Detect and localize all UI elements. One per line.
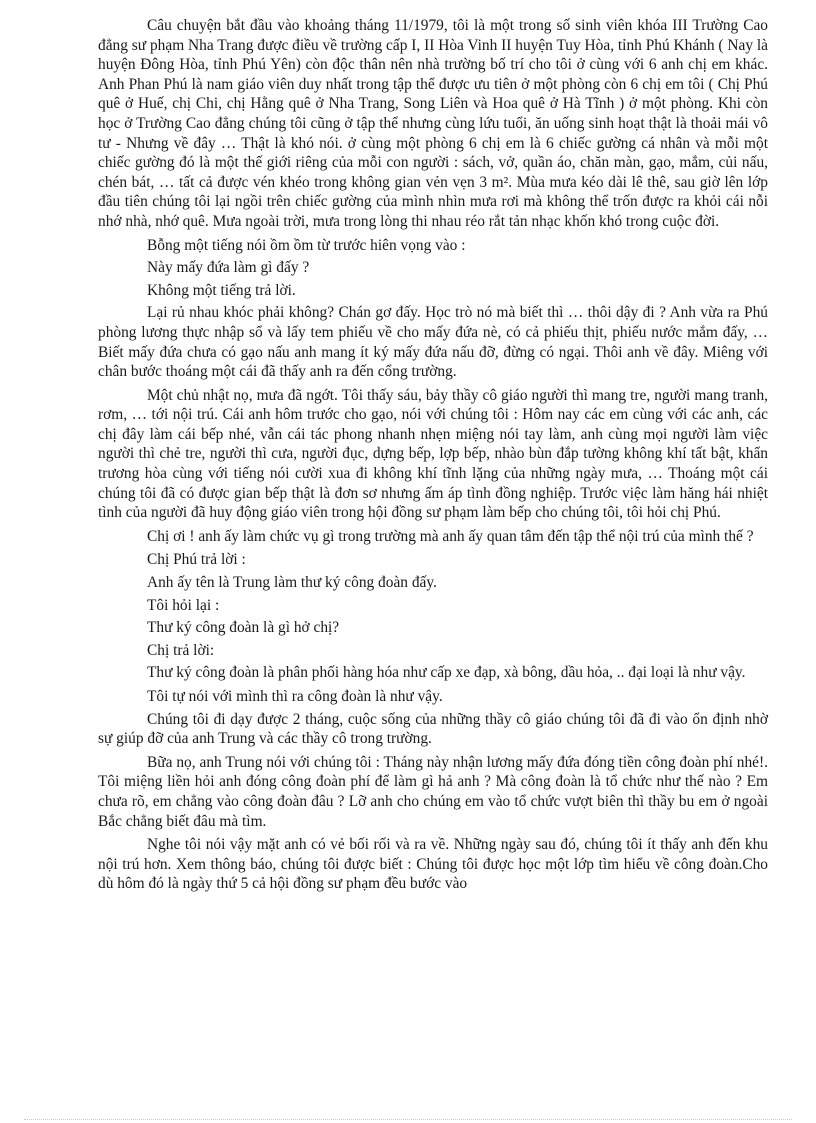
paragraph-16: Bữa nọ, anh Trung nói với chúng tôi : Tháng này nhận lương mấy đứa đóng tiền công đoàn phí nhé!. Tôi miệng liền hỏi anh đóng công đoàn phí để làm gì hả anh ? Mà công đoàn là tổ chức như thế nào ? Em chưa rõ, em chẳng vào công đoàn đâu ? Lỡ anh cho chúng em vào tổ chức vượt biên thì thầy bu em ở ngoài Bắc chẳng biết đâu mà tìm. (98, 753, 768, 830)
paragraph-11: Thư ký công đoàn là gì hở chị? (147, 619, 340, 637)
paragraph-13: Thư ký công đoàn là phân phối hàng hóa như cấp xe đạp, xà bông, dầu hỏa, .. đại loại là như vậy. (147, 664, 746, 682)
paragraph-7: Chị ơi ! anh ấy làm chức vụ gì trong trường mà anh ấy quan tâm đến tập thể nội trú của mình thế ? (147, 527, 754, 545)
paragraph-3: Này mấy đứa làm gì đấy ? (147, 259, 310, 277)
paragraph-14: Tôi tự nói với mình thì ra công đoàn là như vậy. (147, 688, 443, 705)
paragraph-2: Bỗng một tiếng nói ồm ồm từ trước hiên vọng vào : (147, 236, 466, 254)
document-page (98, 16, 768, 898)
page-bottom-divider (24, 1119, 792, 1120)
paragraph-8: Chị Phú trả lời : (147, 551, 246, 569)
paragraph-15: Chúng tôi đi dạy được 2 tháng, cuộc sống của những thầy cô giáo chúng tôi đã đi vào ổn định nhờ sự giúp đỡ của anh Trung và các thầy cô trong trường. (98, 710, 768, 748)
paragraph-1: Câu chuyện bắt đầu vào khoảng tháng 11/1979, tôi là một trong số sinh viên khóa III Trường Cao đẳng sư phạm Nha Trang được điều về trường cấp I, II Hòa Vinh II huyện Tuy Hòa, tỉnh Phú Khánh ( Nay là huyện Đông Hòa, tỉnh Phú Yên) còn độc thân nên nhà trường bố trí cho tôi ở cùng với 6 anh chị em khác. Anh Phan Phú là nam giáo viên duy nhất trong tập thể được ưu tiên ở một phòng còn 6 chị em tôi ( Chị Phú quê ở Huế, chị Chi, chị Hằng quê ở Nha Trang, Song Liên và Hoa quê ở Hà Tĩnh ) ở một phòng. Khi còn học ở Trường Cao đẳng chúng tôi cũng ở tập thể nhưng cùng lứu tuổi, ăn uống sinh hoạt thật là thoải mái vô tư - Nhưng về đây … Thật là khó nói. ở cùng một phòng 6 chị em là 6 chiếc gường cá nhân và mỗi một chiếc gường đó là một thế giới riêng của mỗi con người : sách, vở, quần áo, chăn màn, gạo, mắm, củi nấu, chén bát, … tất cả được vén khéo trong không gian vẻn vẹn 3 m². Mùa mưa kéo dài lê thê, sau giờ lên lớp đầu tiên chúng tôi lại ngồi trên chiếc gường của mình nhìn mưa rơi mà không thể trốn được ra khỏi cái nỗi nhớ nhà, nhớ quê. Mưa ngoài trời, mưa trong lòng thi nhau réo rắt tản nhạc khốn khó trong cuộc đời. (98, 17, 768, 230)
paragraph-6: Một chủ nhật nọ, mưa đã ngớt. Tôi thấy sáu, bảy thầy cô giáo người thì mang tre, người mang tranh, rơm, … tới nội trú. Cái anh hôm trước cho gạo, nói với chúng tôi : Hôm nay các em cùng với các anh, các chị đây làm cái bếp nhé, vẫn cái tác phong nhanh nhẹn miệng nói tay làm, anh cùng mọi người làm việc người thì chẻ tre, người thì cưa, người đục, dựng bếp, lợp bếp, nhào bùn đắp tường không khí tất bật, khẩn trương hòa cùng với tiếng nói cười xua đi không khí tĩnh lặng của những ngày mưa, … Thoáng một cái chúng tôi đã có được gian bếp thật là đơn sơ nhưng ấm áp tình đồng nghiệp. Trước việc làm hăng hái nhiệt tình của người đã huy động giáo viên trong hội đồng sư phạm làm bếp cho chúng tôi, tôi hỏi chị Phú. (98, 386, 768, 522)
paragraph-4: Không một tiếng trả lời. (147, 281, 296, 299)
paragraph-9: Anh ấy tên là Trung làm thư ký công đoàn đấy. (147, 574, 437, 592)
paragraph-10: Tôi hỏi lại : (147, 596, 220, 614)
paragraph-17: Nghe tôi nói vậy mặt anh có vẻ bối rối và ra về. Những ngày sau đó, chúng tôi ít thấy anh đến khu nội trú hơn. Xem thông báo, chúng tôi được biết : Chúng tôi được học một lớp tìm hiểu về công đoàn.Cho dù hôm đó là ngày thứ 5 cả hội đồng sư phạm đều bước vào (98, 836, 768, 893)
paragraph-5: Lại rủ nhau khóc phải không? Chán gơ đấy. Học trò nó mà biết thì … thôi dậy đi ? Anh vừa ra Phú phòng lương thực nhập sổ và lấy tem phiếu về cho mấy đứa nè, có cả phiếu thịt, phiếu nước mắm đấy, … Biết mấy đứa chưa có gạo nấu anh mang ít ký mấy đứa nấu đỡ, đừng có ngại. Thôi anh về đây. Miêng với chân bước thoáng một cái đã thấy anh ra đến cổng trường. (98, 304, 768, 381)
paragraph-12: Chị trả lời: (147, 641, 215, 659)
